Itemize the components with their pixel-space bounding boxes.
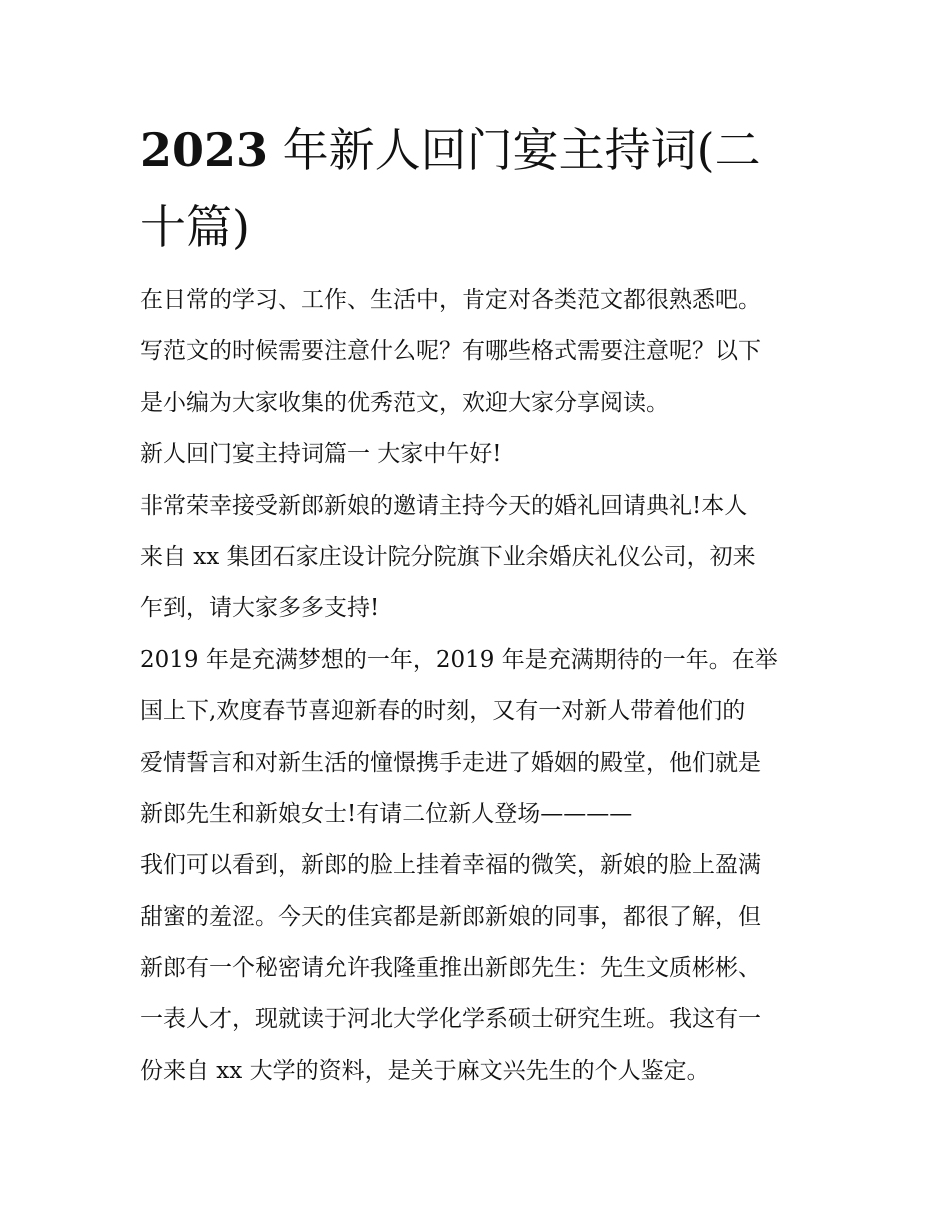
body-line: 非常荣幸接受新郎新娘的邀请主持今天的婚礼回请典礼!本人 <box>140 492 748 519</box>
document-body <box>140 275 820 1097</box>
body-line: 爱情誓言和对新生活的憧憬携手走进了婚姻的殿堂，他们就是 <box>140 749 761 776</box>
body-line: 在日常的学习、工作、生活中，肯定对各类范文都很熟悉吧。 <box>140 287 761 313</box>
body-line: 新郎有一个秘密请允许我隆重推出新郎先生：先生文质彬彬、 <box>140 955 761 982</box>
document-title <box>140 112 820 266</box>
body-line: 是小编为大家收集的优秀范文，欢迎大家分享阅读。 <box>140 389 669 416</box>
title-line2: 十篇) <box>140 200 250 254</box>
body-line: 2019 年是充满梦想的一年，2019 年是充满期待的一年。在举 <box>140 646 778 673</box>
body-line: 一表人才，现就读于河北大学化学系硕士研究生班。我这有一 <box>140 1006 761 1033</box>
body-line: 写范文的时候需要注意什么呢？有哪些格式需要注意呢？以下 <box>140 338 761 365</box>
body-line: 我们可以看到，新郎的脸上挂着幸福的微笑，新娘的脸上盈满 <box>140 852 761 879</box>
body-line: 新人回门宴主持词篇一 大家中午好! <box>140 441 502 468</box>
body-line: 国上下,欢度春节喜迎新春的时刻，又有一对新人带着他们的 <box>140 698 746 725</box>
body-line: 新郎先生和新娘女士!有请二位新人登场———— <box>140 800 633 827</box>
title-line1: 年新人回门宴主持词(二 <box>268 123 761 177</box>
body-line: 甜蜜的羞涩。今天的佳宾都是新郎新娘的同事，都很了解，但 <box>140 903 761 930</box>
title-year: 2023 <box>140 123 269 177</box>
body-line: 乍到，请大家多多支持! <box>140 595 380 622</box>
body-line: 份来自 xx 大学的资料，是关于麻文兴先生的个人鉴定。 <box>140 1057 710 1084</box>
body-line: 来自 xx 集团石家庄设计院分院旗下业余婚庆礼仪公司，初来 <box>140 543 756 570</box>
